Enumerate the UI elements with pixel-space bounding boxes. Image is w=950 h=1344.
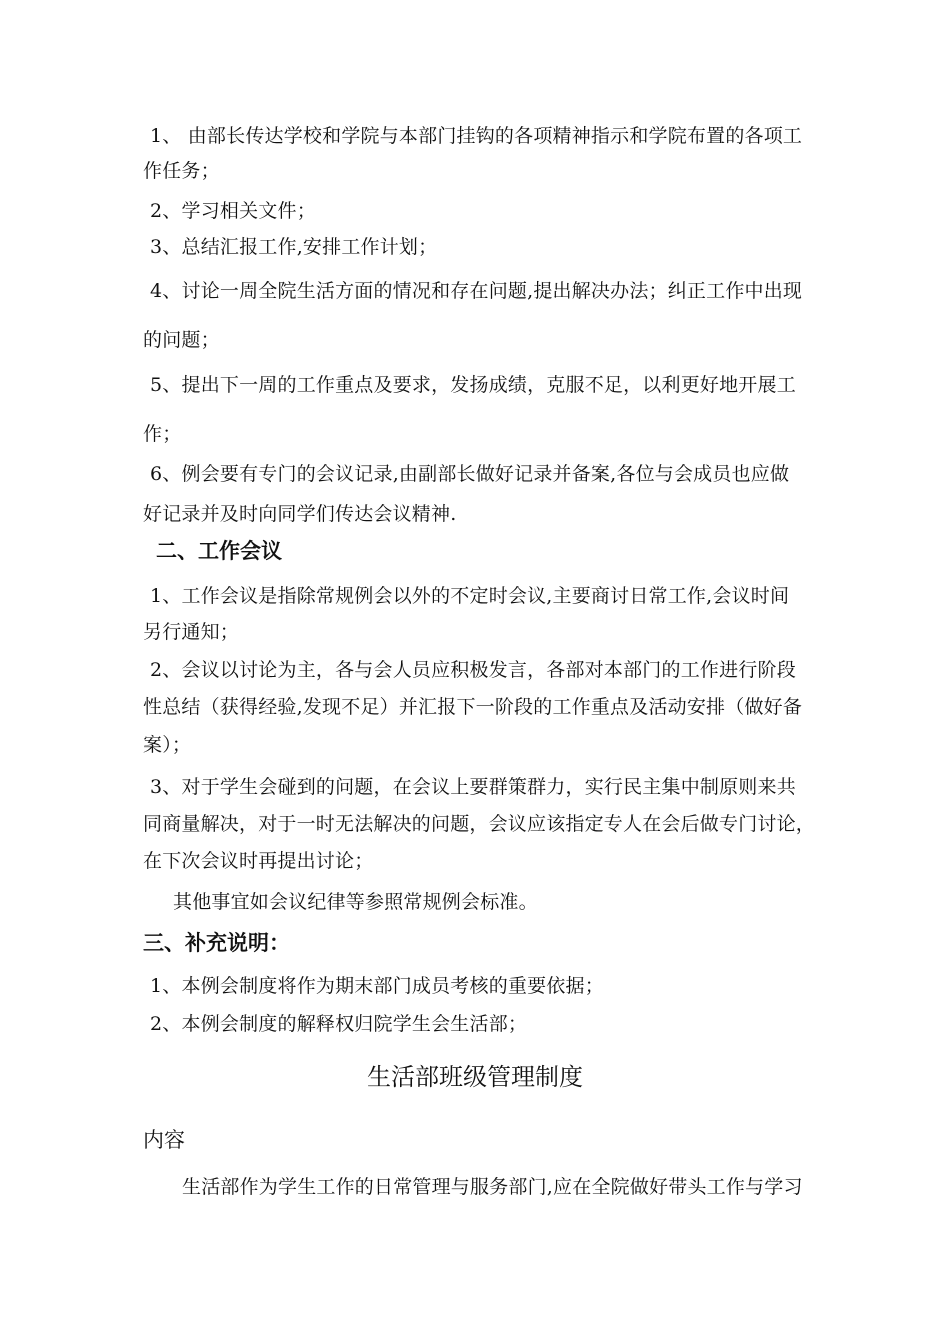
text-line: 的问题； bbox=[143, 329, 220, 351]
text-line: 案）； bbox=[143, 734, 192, 756]
text-line: 好记录并及时向同学们传达会议精神. bbox=[143, 503, 457, 525]
text-line: 1、本例会制度将作为期末部门成员考核的重要依据； bbox=[150, 975, 604, 997]
text-line: 在下次会议时再提出讨论； bbox=[143, 850, 374, 872]
text-line: 2、会议以讨论为主，各与会人员应积极发言，各部对本部门的工作进行阶段 bbox=[150, 659, 796, 681]
text-line: 3、对于学生会碰到的问题，在会议上要群策群力，实行民主集中制原则来共 bbox=[150, 776, 796, 798]
text-line: 6、例会要有专门的会议记录,由副部长做好记录并备案,各位与会成员也应做 bbox=[150, 463, 790, 485]
section-heading: 二、工作会议 bbox=[156, 539, 282, 563]
section-heading: 三、补充说明： bbox=[143, 931, 290, 955]
content-heading: 内容 bbox=[143, 1128, 185, 1152]
text-line: 作任务； bbox=[143, 160, 220, 182]
text-line: 同商量解决，对于一时无法解决的问题，会议应该指定专人在会后做专门讨论， bbox=[143, 813, 816, 835]
text-line: 5、提出下一周的工作重点及要求，发扬成绩，克服不足，以利更好地开展工 bbox=[150, 374, 796, 396]
text-line: 其他事宜如会议纪律等参照常规例会标准。 bbox=[173, 891, 538, 913]
text-line: 3、总结汇报工作,安排工作计划； bbox=[150, 236, 438, 258]
text-line: 生活部作为学生工作的日常管理与服务部门,应在全院做好带头工作与学习 bbox=[182, 1176, 803, 1198]
text-line: 1、工作会议是指除常规例会以外的不定时会议,主要商讨日常工作,会议时间 bbox=[150, 585, 790, 607]
text-line: 4、讨论一周全院生活方面的情况和存在问题,提出解决办法；纠正工作中出现 bbox=[150, 280, 803, 302]
text-line: 2、学习相关文件； bbox=[150, 200, 316, 222]
text-line: 2、本例会制度的解释权归院学生会生活部； bbox=[150, 1013, 528, 1035]
document-title: 生活部班级管理制度 bbox=[367, 1063, 583, 1091]
text-line: 性总结（获得经验,发现不足）并汇报下一阶段的工作重点及活动安排（做好备 bbox=[143, 696, 803, 718]
text-line: 1、 由部长传达学校和学院与本部门挂钩的各项精神指示和学院布置的各项工 bbox=[150, 125, 803, 147]
text-line: 另行通知； bbox=[143, 621, 240, 643]
text-line: 作； bbox=[143, 423, 182, 445]
